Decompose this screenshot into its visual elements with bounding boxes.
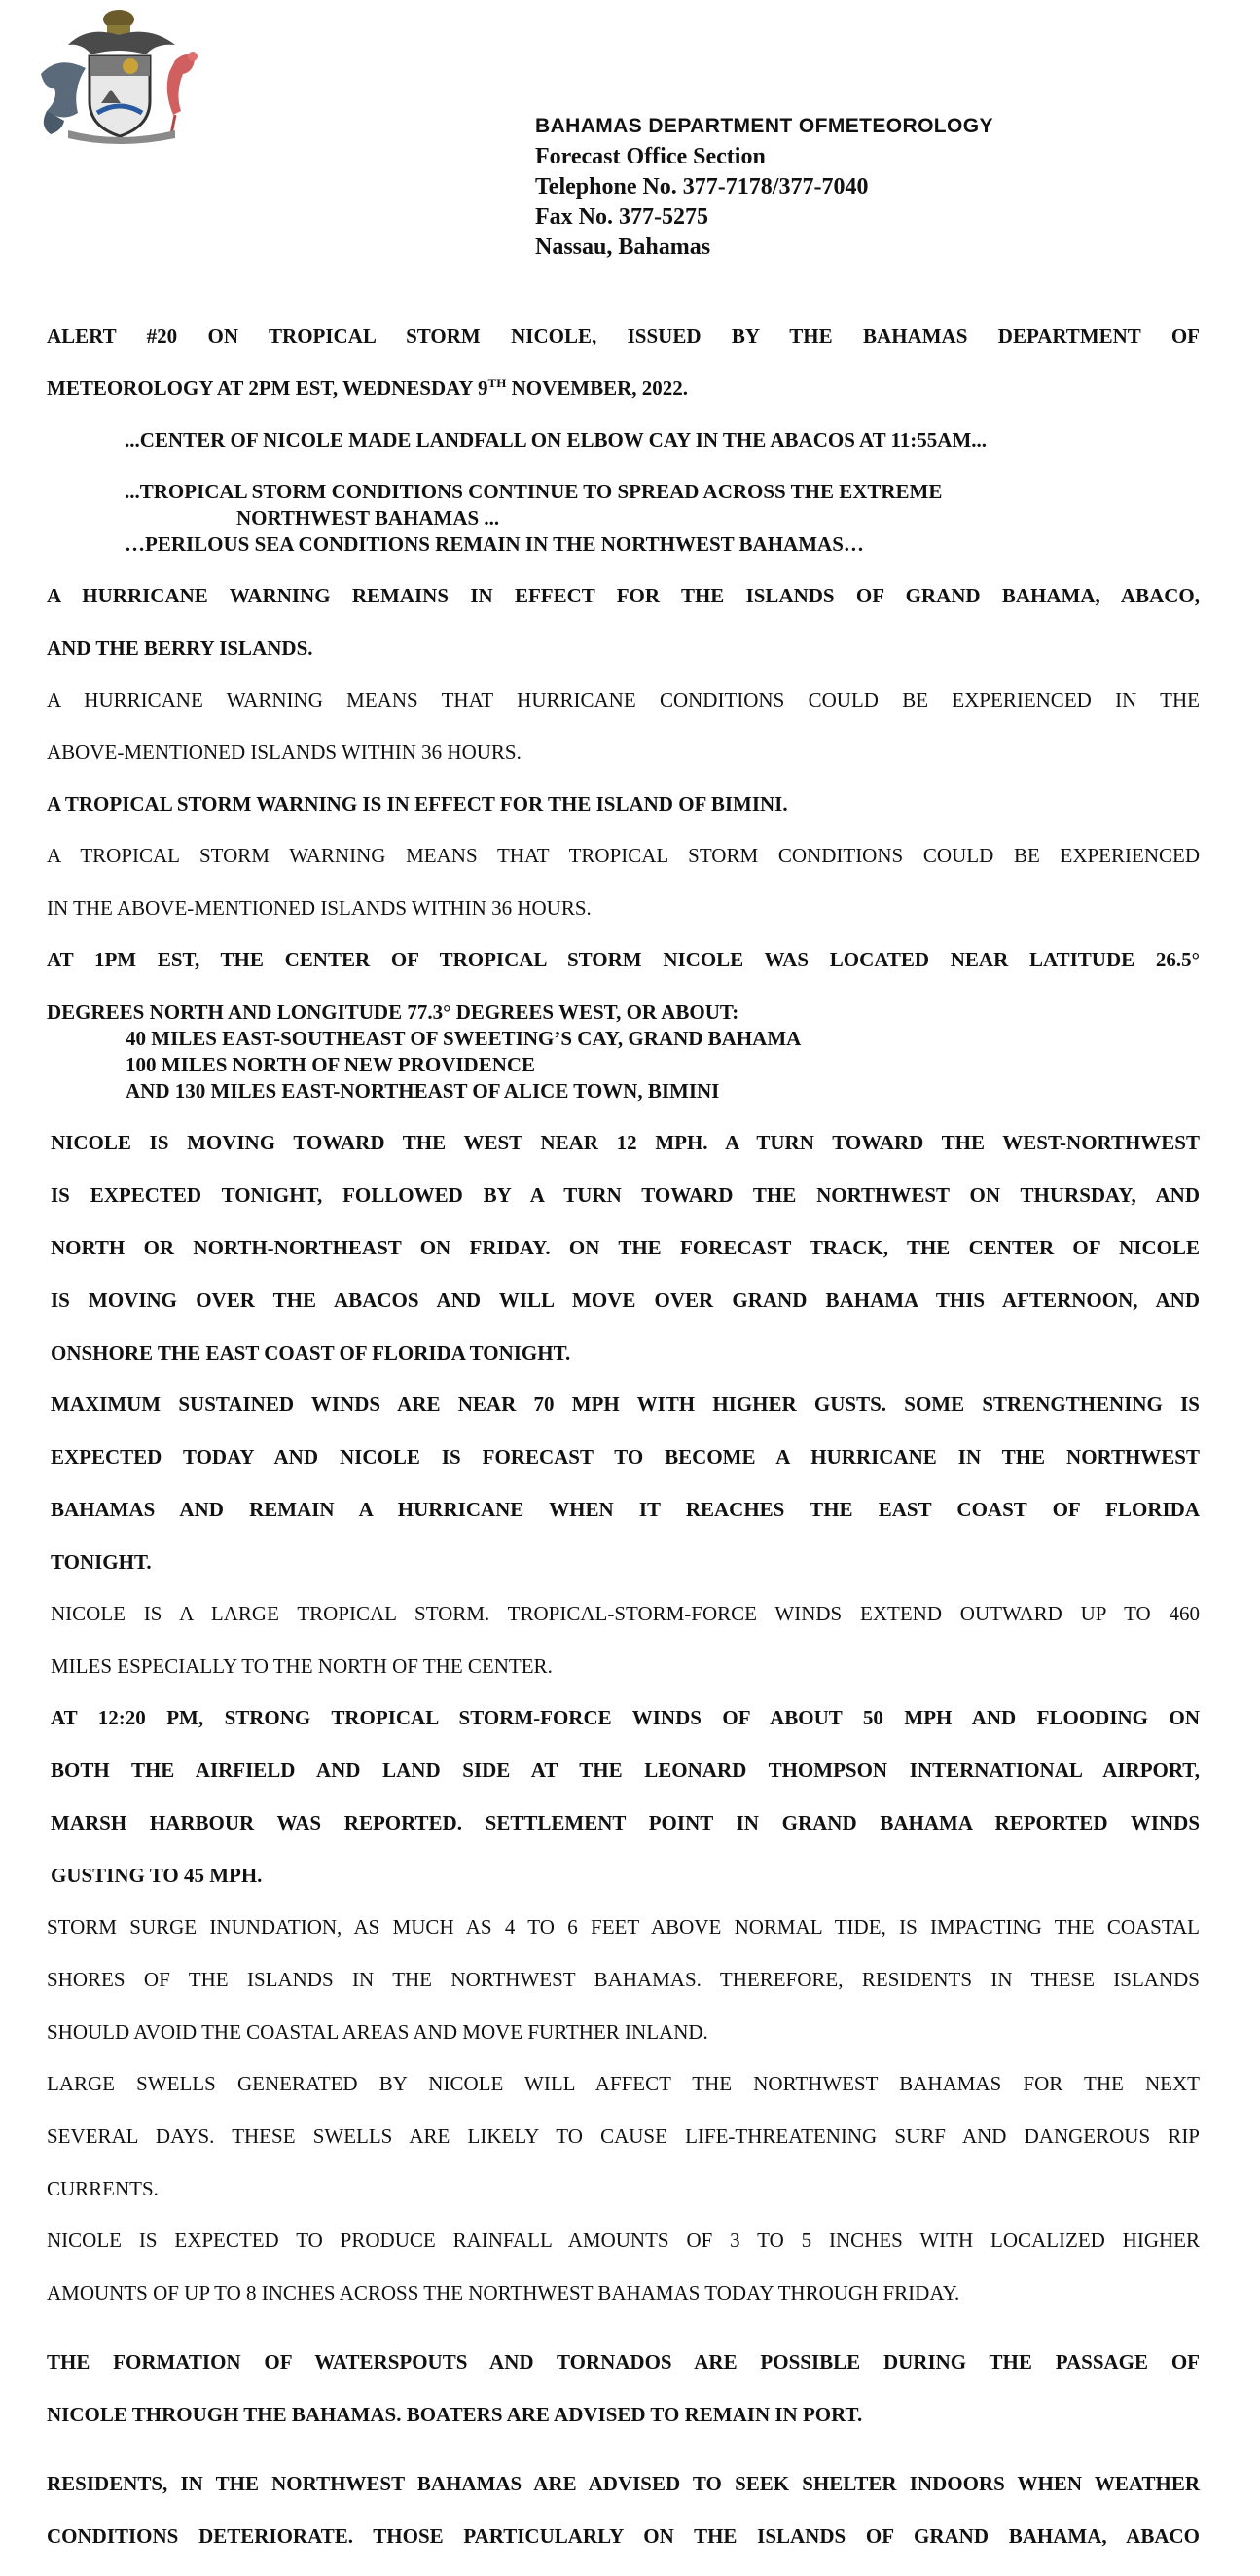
text-line: A HURRICANE WARNING MEANS THAT HURRICANE CONDITIONS COULD BE EXPERIENCED IN THE: [47, 688, 1200, 711]
hurricane-definition-paragraph: [47, 687, 1200, 766]
fax-number: Fax No. 377-5275: [535, 204, 708, 230]
text-line: AT 12:20 PM, STRONG TROPICAL STORM-FORCE WINDS OF ABOUT 50 MPH AND FLOODING ON: [51, 1706, 1200, 1729]
text-line: NICOLE IS A LARGE TROPICAL STORM. TROPICAL-STORM-FORCE WINDS EXTEND OUTWARD UP TO 460: [51, 1602, 1200, 1625]
text-line: NORTH OR NORTH-NORTHEAST ON FRIDAY. ON THE FORECAST TRACK, THE CENTER OF NICOLE: [51, 1236, 1200, 1259]
text-line: CONDITIONS DETERIORATE. THOSE PARTICULARLY ON THE ISLANDS OF GRAND BAHAMA, ABACO: [47, 2524, 1200, 2548]
rainfall-paragraph: [47, 2228, 1200, 2306]
storm-motion-paragraph: [47, 1130, 1200, 1366]
text-line: NICOLE THROUGH THE BAHAMAS. BOATERS ARE ADVISED TO REMAIN IN PORT.: [47, 2403, 863, 2426]
text-line: BOTH THE AIRFIELD AND LAND SIDE AT THE LEONARD THOMPSON INTERNATIONAL AIRPORT,: [51, 1759, 1200, 1782]
headline-spread-line-2: NORTHWEST BAHAMAS ...: [236, 506, 500, 529]
tropical-storm-definition-paragraph: [47, 843, 1200, 922]
text-line: TONIGHT.: [51, 1550, 152, 1574]
text-line: IN THE ABOVE-MENTIONED ISLANDS WITHIN 36 HOURS.: [47, 896, 592, 920]
office-location: Nassau, Bahamas: [535, 235, 711, 260]
text-line: CURRENTS.: [47, 2177, 159, 2200]
text-line: STORM SURGE INUNDATION, AS MUCH AS 4 TO 6 FEET ABOVE NORMAL TIDE, IS IMPACTING THE COASTAL: [47, 1915, 1200, 1939]
text-line: LARGE SWELLS GENERATED BY NICOLE WILL AFFECT THE NORTHWEST BAHAMAS FOR THE NEXT: [47, 2072, 1200, 2095]
text-line: MARSH HARBOUR WAS REPORTED. SETTLEMENT POINT IN GRAND BAHAMA REPORTED WINDS: [51, 1811, 1200, 1834]
text-line: SHOULD AVOID THE COASTAL AREAS AND MOVE FURTHER INLAND.: [47, 2020, 708, 2044]
text-line: GUSTING TO 45 MPH.: [51, 1864, 263, 1887]
text-line: AND 130 MILES EAST-NORTHEAST OF ALICE TOWN, BIMINI: [126, 1079, 720, 1103]
shelter-advice-paragraph: [47, 2471, 1200, 2576]
swells-paragraph: [47, 2071, 1200, 2202]
text-line: RESIDENTS, IN THE NORTHWEST BAHAMAS ARE ADVISED TO SEEK SHELTER INDOORS WHEN WEATHER: [47, 2472, 1200, 2495]
text-line: AMOUNTS OF UP TO 8 INCHES ACROSS THE NORTHWEST BAHAMAS TODAY THROUGH FRIDAY.: [47, 2281, 960, 2304]
alert-title-line-2: [47, 376, 1200, 402]
headline-spread-line-1: ...TROPICAL STORM CONDITIONS CONTINUE TO SPREAD ACROSS THE EXTREME: [125, 480, 943, 503]
text-line: 40 MILES EAST-SOUTHEAST OF SWEETING’S CAY, GRAND BAHAMA: [126, 1027, 802, 1050]
alert-title-line-1: ALERT #20 ON TROPICAL STORM NICOLE, ISSUED BY THE BAHAMAS DEPARTMENT OF: [47, 324, 1200, 347]
alert-title: [47, 323, 1200, 402]
text-line: A TROPICAL STORM WARNING MEANS THAT TROPICAL STORM CONDITIONS COULD BE EXPERIENCED: [47, 844, 1200, 867]
text-line: MILES ESPECIALLY TO THE NORTH OF THE CENTER.: [51, 1654, 553, 1678]
office-section: Forecast Office Section: [535, 144, 766, 169]
text-line: ONSHORE THE EAST COAST OF FLORIDA TONIGHT.: [51, 1341, 571, 1364]
alert-date-prefix: METEOROLOGY AT 2PM EST, WEDNESDAY 9: [47, 377, 488, 400]
headline-perilous-seas: …PERILOUS SEA CONDITIONS REMAIN IN THE NORTHWEST BAHAMAS…: [125, 532, 864, 556]
storm-size-paragraph: [47, 1601, 1200, 1680]
text-line: AT 1PM EST, THE CENTER OF TROPICAL STORM NICOLE WAS LOCATED NEAR LATITUDE 26.5°: [47, 948, 1200, 971]
text-line: A HURRICANE WARNING REMAINS IN EFFECT FOR THE ISLANDS OF GRAND BAHAMA, ABACO,: [47, 584, 1200, 607]
department-name: BAHAMAS DEPARTMENT OFMETEOROLOGY: [535, 115, 993, 137]
observation-report-paragraph: [47, 1705, 1200, 1889]
text-line: IS EXPECTED TONIGHT, FOLLOWED BY A TURN TOWARD THE NORTHWEST ON THURSDAY, AND: [51, 1183, 1200, 1207]
text-line: BAHAMAS AND REMAIN A HURRICANE WHEN IT REACHES THE EAST COAST OF FLORIDA: [51, 1498, 1200, 1521]
storm-position-paragraph: [47, 947, 1200, 1105]
tornado-paragraph: [47, 2349, 1200, 2428]
text-line: EXPECTED TODAY AND NICOLE IS FORECAST TO BECOME A HURRICANE IN THE NORTHWEST: [51, 1445, 1200, 1469]
hurricane-warning-paragraph: [47, 583, 1200, 662]
headline-landfall: ...CENTER OF NICOLE MADE LANDFALL ON ELBOW CAY IN THE ABACOS AT 11:55AM...: [125, 428, 988, 452]
text-line: THE FORMATION OF WATERSPOUTS AND TORNADOS ARE POSSIBLE DURING THE PASSAGE OF: [47, 2350, 1200, 2374]
telephone-number: Telephone No. 377-7178/377-7040: [535, 174, 869, 200]
headline-block: [47, 427, 1200, 558]
tropical-storm-warning-paragraph: [47, 791, 1200, 817]
alert-body: [47, 323, 1200, 2576]
text-line: DEGREES NORTH AND LONGITUDE 77.3° DEGREES WEST, OR ABOUT:: [47, 1000, 739, 1024]
text-line: 100 MILES NORTH OF NEW PROVIDENCE: [126, 1053, 536, 1076]
storm-surge-paragraph: [47, 1914, 1200, 2046]
text-line: A TROPICAL STORM WARNING IS IN EFFECT FOR THE ISLAND OF BIMINI.: [47, 792, 788, 816]
bahamas-coat-of-arms-icon: [29, 6, 209, 144]
alert-date-month: NOVEMBER, 2022.: [506, 377, 689, 400]
text-line: IS MOVING OVER THE ABACOS AND WILL MOVE OVER GRAND BAHAMA THIS AFTERNOON, AND: [51, 1288, 1200, 1312]
text-line: AND THE BERRY ISLANDS.: [47, 636, 313, 660]
alert-date-suffix: TH: [487, 376, 507, 390]
text-line: NICOLE IS EXPECTED TO PRODUCE RAINFALL AMOUNTS OF 3 TO 5 INCHES WITH LOCALIZED HIGHER: [47, 2229, 1200, 2252]
text-line: NICOLE IS MOVING TOWARD THE WEST NEAR 12 MPH. A TURN TOWARD THE WEST-NORTHWEST: [51, 1131, 1200, 1154]
max-winds-paragraph: [47, 1392, 1200, 1576]
text-line: ABOVE-MENTIONED ISLANDS WITHIN 36 HOURS.: [47, 741, 522, 764]
text-line: SEVERAL DAYS. THESE SWELLS ARE LIKELY TO CAUSE LIFE-THREATENING SURF AND DANGEROUS RIP: [47, 2124, 1200, 2148]
text-line: SHORES OF THE ISLANDS IN THE NORTHWEST BAHAMAS. THEREFORE, RESIDENTS IN THESE ISLANDS: [47, 1968, 1200, 1991]
text-line: MAXIMUM SUSTAINED WINDS ARE NEAR 70 MPH WITH HIGHER GUSTS. SOME STRENGTHENING IS: [51, 1393, 1200, 1416]
letterhead: [535, 115, 993, 263]
